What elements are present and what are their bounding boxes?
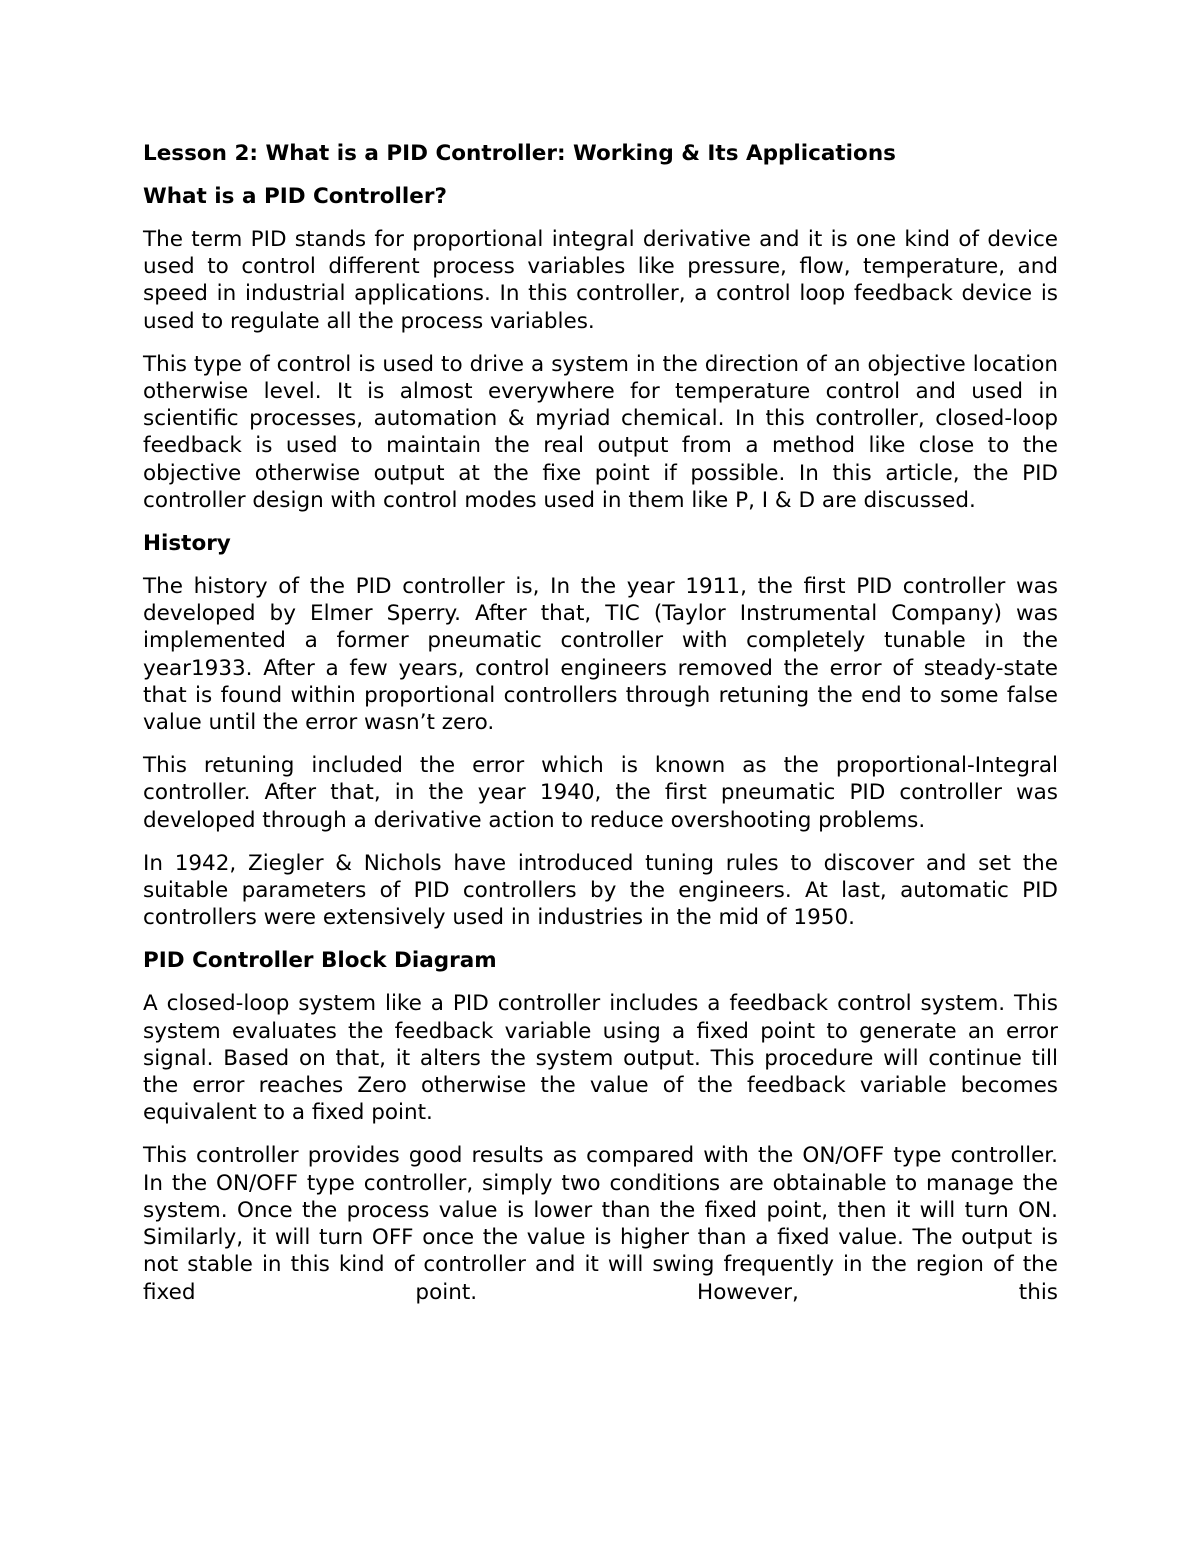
- paragraph: The history of the PID controller is, In the year 1911, the first PID controller was developed by Elmer Sperry. After that, TIC (Taylor Instrumental Company) was implemented a former pneumatic controller with completely tunable in the year1933. After a few years, control engineers removed the error of steady-state that is found within proportional controllers through retuning the end to some false value until the error wasn’t zero.: [143, 574, 1058, 736]
- paragraph: A closed-loop system like a PID controller includes a feedback control system. This system evaluates the feedback variable using a fixed point to generate an error signal. Based on that, it alters the system output. This procedure will continue till the error reaches Zero otherwise the value of the feedback variable becomes equivalent to a fixed point.: [143, 991, 1058, 1126]
- paragraph: This controller provides good results as compared with the ON/OFF type controller. In the ON/OFF type controller, simply two conditions are obtainable to manage the system. Once the process value is lower than the fixed point, then it will turn ON. Similarly, it will turn OFF once the value is higher than a fixed value. The output is not stable in this kind of controller and it will swing frequently in the region of the fixed point. However, this: [143, 1143, 1058, 1305]
- paragraph: The term PID stands for proportional integral derivative and it is one kind of device used to control different process variables like pressure, flow, temperature, and speed in industrial applications. In this controller, a control loop feedback device is used to regulate all the process variables.: [143, 227, 1058, 334]
- document-page: [143, 140, 1058, 1322]
- paragraph: This type of control is used to drive a system in the direction of an objective location otherwise level. It is almost everywhere for temperature control and used in scientific processes, automation & myriad chemical. In this controller, closed-loop feedback is used to maintain the real output from a method like close to the objective otherwise output at the fixe point if possible. In this article, the PID controller design with control modes used in them like P, I & D are discussed.: [143, 351, 1058, 513]
- paragraph: In 1942, Ziegler & Nichols have introduced tuning rules to discover and set the suitable parameters of PID controllers by the engineers. At last, automatic PID controllers were extensively used in industries in the mid of 1950.: [143, 850, 1058, 931]
- section-heading-history: History: [143, 531, 231, 557]
- lesson-title: Lesson 2: What is a PID Controller: Working & Its Applications: [143, 141, 896, 166]
- section-heading-what-is-pid: What is a PID Controller?: [143, 184, 447, 209]
- section-heading-block-diagram: PID Controller Block Diagram: [143, 948, 497, 974]
- paragraph: This retuning included the error which is known as the proportional-Integral controller. After that, in the year 1940, the first pneumatic PID controller was developed through a derivative action to reduce overshooting problems.: [143, 753, 1058, 833]
